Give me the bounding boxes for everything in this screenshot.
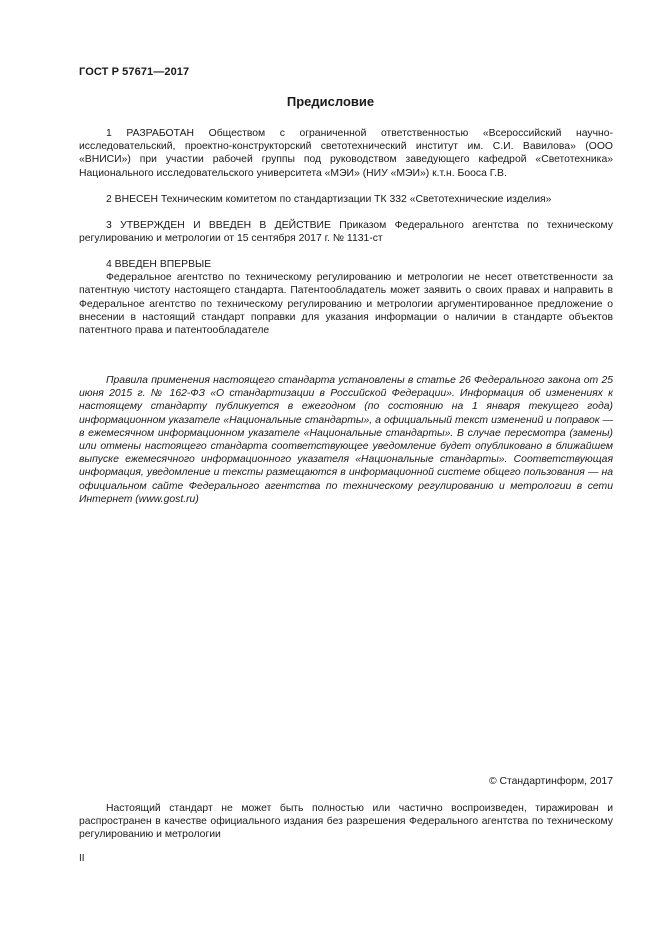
item-1-lead: 1 РАЗРАБОТАН — [106, 128, 195, 139]
page-number: II — [79, 853, 85, 864]
foreword-item-1 — [79, 127, 613, 180]
rules-notice — [79, 374, 613, 506]
item-4-lead: 4 ВВЕДЕН ВПЕРВЫЕ — [106, 259, 212, 270]
item-2-text: Техническим комитетом по стандартизации ТК 332 «Светотехнические изделия» — [157, 194, 552, 205]
item-1-text: Обществом с ограниченной ответственностью «Всероссийский научно-исследовательский, проектно-конструкторский светотехнический институт им. С.И. Вавилова» (ООО «ВНИСИ») при участии рабочей группы под руководством заведующего кафедрой «Светотехника» Национального исследовательского университета «МЭИ» (НИУ «МЭИ») к.т.н. Бооса Г.В. — [79, 128, 613, 179]
reproduction-notice — [79, 802, 613, 842]
item-3-text: Приказом Федерального агентства по техническому регулированию и метрологии от 15 сентября 2017 г. № 1131-ст — [79, 220, 613, 245]
rules-notice-text: Правила применения настоящего стандарта установлены в статье 26 Федерального закона от 25 июня 2015 г. № 162-ФЗ «О стандартизации в Российской Федерации». Информация об изменениях к настоящему стандарту публикуется в ежегодном (по состоянию на 1 января текущего года) информационном указателе «Национальные стандарты», а официальный текст изменений и поправок — в ежемесячном информационном указателе «Национальные стандарты». В случае пересмотра (замены) или отмены настоящего стандарта соответствующее уведомление будет опубликовано в ближайшем выпуске ежемесячного информационного указателя «Национальные стандарты». Соответствующая информация, уведомление и тексты размещаются в информационной системе общего пользования — на официальном сайте Федерального агентства по техническому регулированию и метрологии в сети Интернет (www.gost.ru) — [79, 375, 613, 505]
foreword-item-2 — [79, 193, 613, 206]
item-2-lead: 2 ВНЕСЕН — [106, 194, 158, 205]
standard-code: ГОСТ Р 57671—2017 — [79, 66, 190, 78]
foreword-item-4 — [79, 258, 613, 337]
foreword-item-3 — [79, 219, 613, 245]
reproduction-notice-text: Настоящий стандарт не может быть полностью или частично воспроизведен, тиражирован и распространен в качестве официального издания без разрешения Федерального агентства по техническому регулированию и метрологии — [79, 803, 613, 841]
item-4-text: Федеральное агентство по техническому регулированию и метрологии не несет ответственности за патентную чистоту настоящего стандарта. Патентообладатель может заявить о своих правах и направить в Федеральное агентство по техническому регулированию и метрологии аргументированное предложение о внесении в настоящий стандарт поправки для указания информации о наличии в стандарте объектов патентного права и патентообладателе — [79, 272, 613, 337]
copyright: © Стандартинформ, 2017 — [488, 776, 613, 787]
page-title: Предисловие — [286, 94, 375, 109]
item-3-lead: 3 УТВЕРЖДЕН И ВВЕДЕН В ДЕЙСТВИЕ — [106, 220, 331, 231]
